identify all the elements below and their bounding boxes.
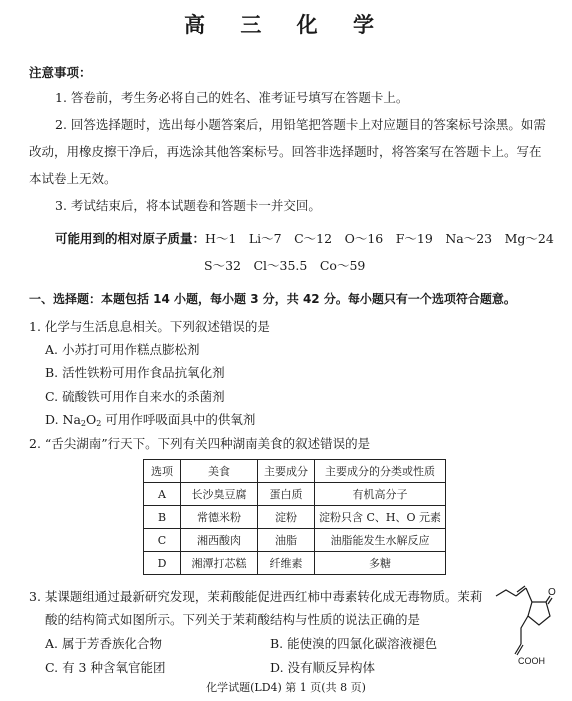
table-cell: 长沙臭豆腐 — [181, 483, 258, 506]
page-title: 高 三 化 学 — [184, 13, 388, 37]
q2-table — [143, 459, 446, 575]
table-cell: 油脂 — [258, 529, 315, 552]
q1-stem: 1. 化学与生活息息相关。下列叙述错误的是 — [29, 319, 270, 334]
atomic-mass-values-2: S～32 Cl～35.5 Co～59 — [204, 258, 366, 273]
q3-option-c: C. 有 3 种含氧官能团 — [45, 660, 166, 675]
cyclopentane-ring — [528, 602, 550, 625]
q3-stem-line-1: 3. 某课题组通过最新研究发现，茉莉酸能促进西红柿中毒素转化成无毒物质。茉莉 — [29, 589, 483, 604]
table-row — [144, 529, 446, 552]
table-cell: 蛋白质 — [258, 483, 315, 506]
q1-option-b: B. 活性铁粉可用作食品抗氧化剂 — [45, 365, 225, 380]
carbonyl-oxygen-label: O — [548, 587, 556, 598]
notice-heading: 注意事项： — [29, 65, 92, 80]
side-chain-bond — [496, 590, 516, 596]
table-header-cell: 主要成分的分类或性质 — [315, 460, 446, 483]
table-cell: 湘西酸肉 — [181, 529, 258, 552]
table-cell: 淀粉 — [258, 506, 315, 529]
table-header-cell: 美食 — [181, 460, 258, 483]
acid-chain-bond — [521, 616, 528, 644]
atomic-mass-values-1: H～1 Li～7 C～12 O～16 F～19 Na～23 Mg～24 — [205, 231, 554, 246]
table-row — [144, 483, 446, 506]
table-cell: 纤维素 — [258, 552, 315, 575]
table-cell: 淀粉只含 C、H、O 元素 — [315, 506, 446, 529]
table-row — [144, 552, 446, 575]
table-cell: B — [144, 506, 181, 529]
section-heading: 一、选择题：本题包括 14 小题，每小题 3 分，共 42 分。每小题只有一个选项符合题意。 — [29, 292, 516, 306]
q3-stem-line-2: 酸的结构简式如图所示。下列关于茉莉酸结构与性质的说法正确的是 — [45, 612, 421, 627]
table-cell: A — [144, 483, 181, 506]
table-cell: 常德米粉 — [181, 506, 258, 529]
jasmonic-acid-structure — [488, 578, 560, 670]
table-cell: 油脂能发生水解反应 — [315, 529, 446, 552]
notice-1: 1. 答卷前，考生务必将自己的姓名、准考证号填写在答题卡上。 — [55, 90, 409, 105]
atomic-mass-label: 可能用到的相对原子质量： — [55, 231, 206, 246]
table-header-cell: 主要成分 — [258, 460, 315, 483]
table-cell: 有机高分子 — [315, 483, 446, 506]
q1-option-d: D. $Na_2O_2$ 可用作呼吸面具中的供氧剂 — [45, 412, 256, 428]
page-footer: 化学试题(LD4) 第 1 页(共 8 页) — [206, 681, 366, 694]
q3-option-a: A. 属于芳香族化合物 — [45, 636, 162, 651]
table-row — [144, 506, 446, 529]
table-cell: 多糖 — [315, 552, 446, 575]
q1-option-a: A. 小苏打可用作糕点膨松剂 — [45, 342, 200, 357]
side-chain-bond — [526, 588, 532, 602]
table-cell: C — [144, 529, 181, 552]
table-cell: D — [144, 552, 181, 575]
q2-stem: 2. “舌尖湖南”行天下。下列有关四种湖南美食的叙述错误的是 — [29, 436, 371, 451]
q3-option-b: B. 能使溴的四氯化碳溶液褪色 — [270, 636, 438, 651]
table-cell: 湘潭打芯糕 — [181, 552, 258, 575]
table-header-cell: 选项 — [144, 460, 181, 483]
q3-option-d: D. 没有顺反异构体 — [270, 660, 376, 675]
carboxyl-label: COOH — [518, 656, 545, 666]
q1-option-c: C. 硫酸铁可用作自来水的杀菌剂 — [45, 389, 225, 404]
atomic-mass-line-1 — [55, 229, 554, 247]
table-header-row — [144, 460, 446, 483]
notice-2: 2. 回答选择题时，选出每小题答案后，用铅笔把答题卡上对应题目的答案标号涂黑。如需改动，用橡皮擦干净后，再选涂其他答案标号。回答非选择题时，将答案写在答题卡上。写在本试卷上无效。 — [29, 117, 546, 186]
notice-3: 3. 考试结束后，将本试题卷和答题卡一并交回。 — [55, 198, 321, 213]
